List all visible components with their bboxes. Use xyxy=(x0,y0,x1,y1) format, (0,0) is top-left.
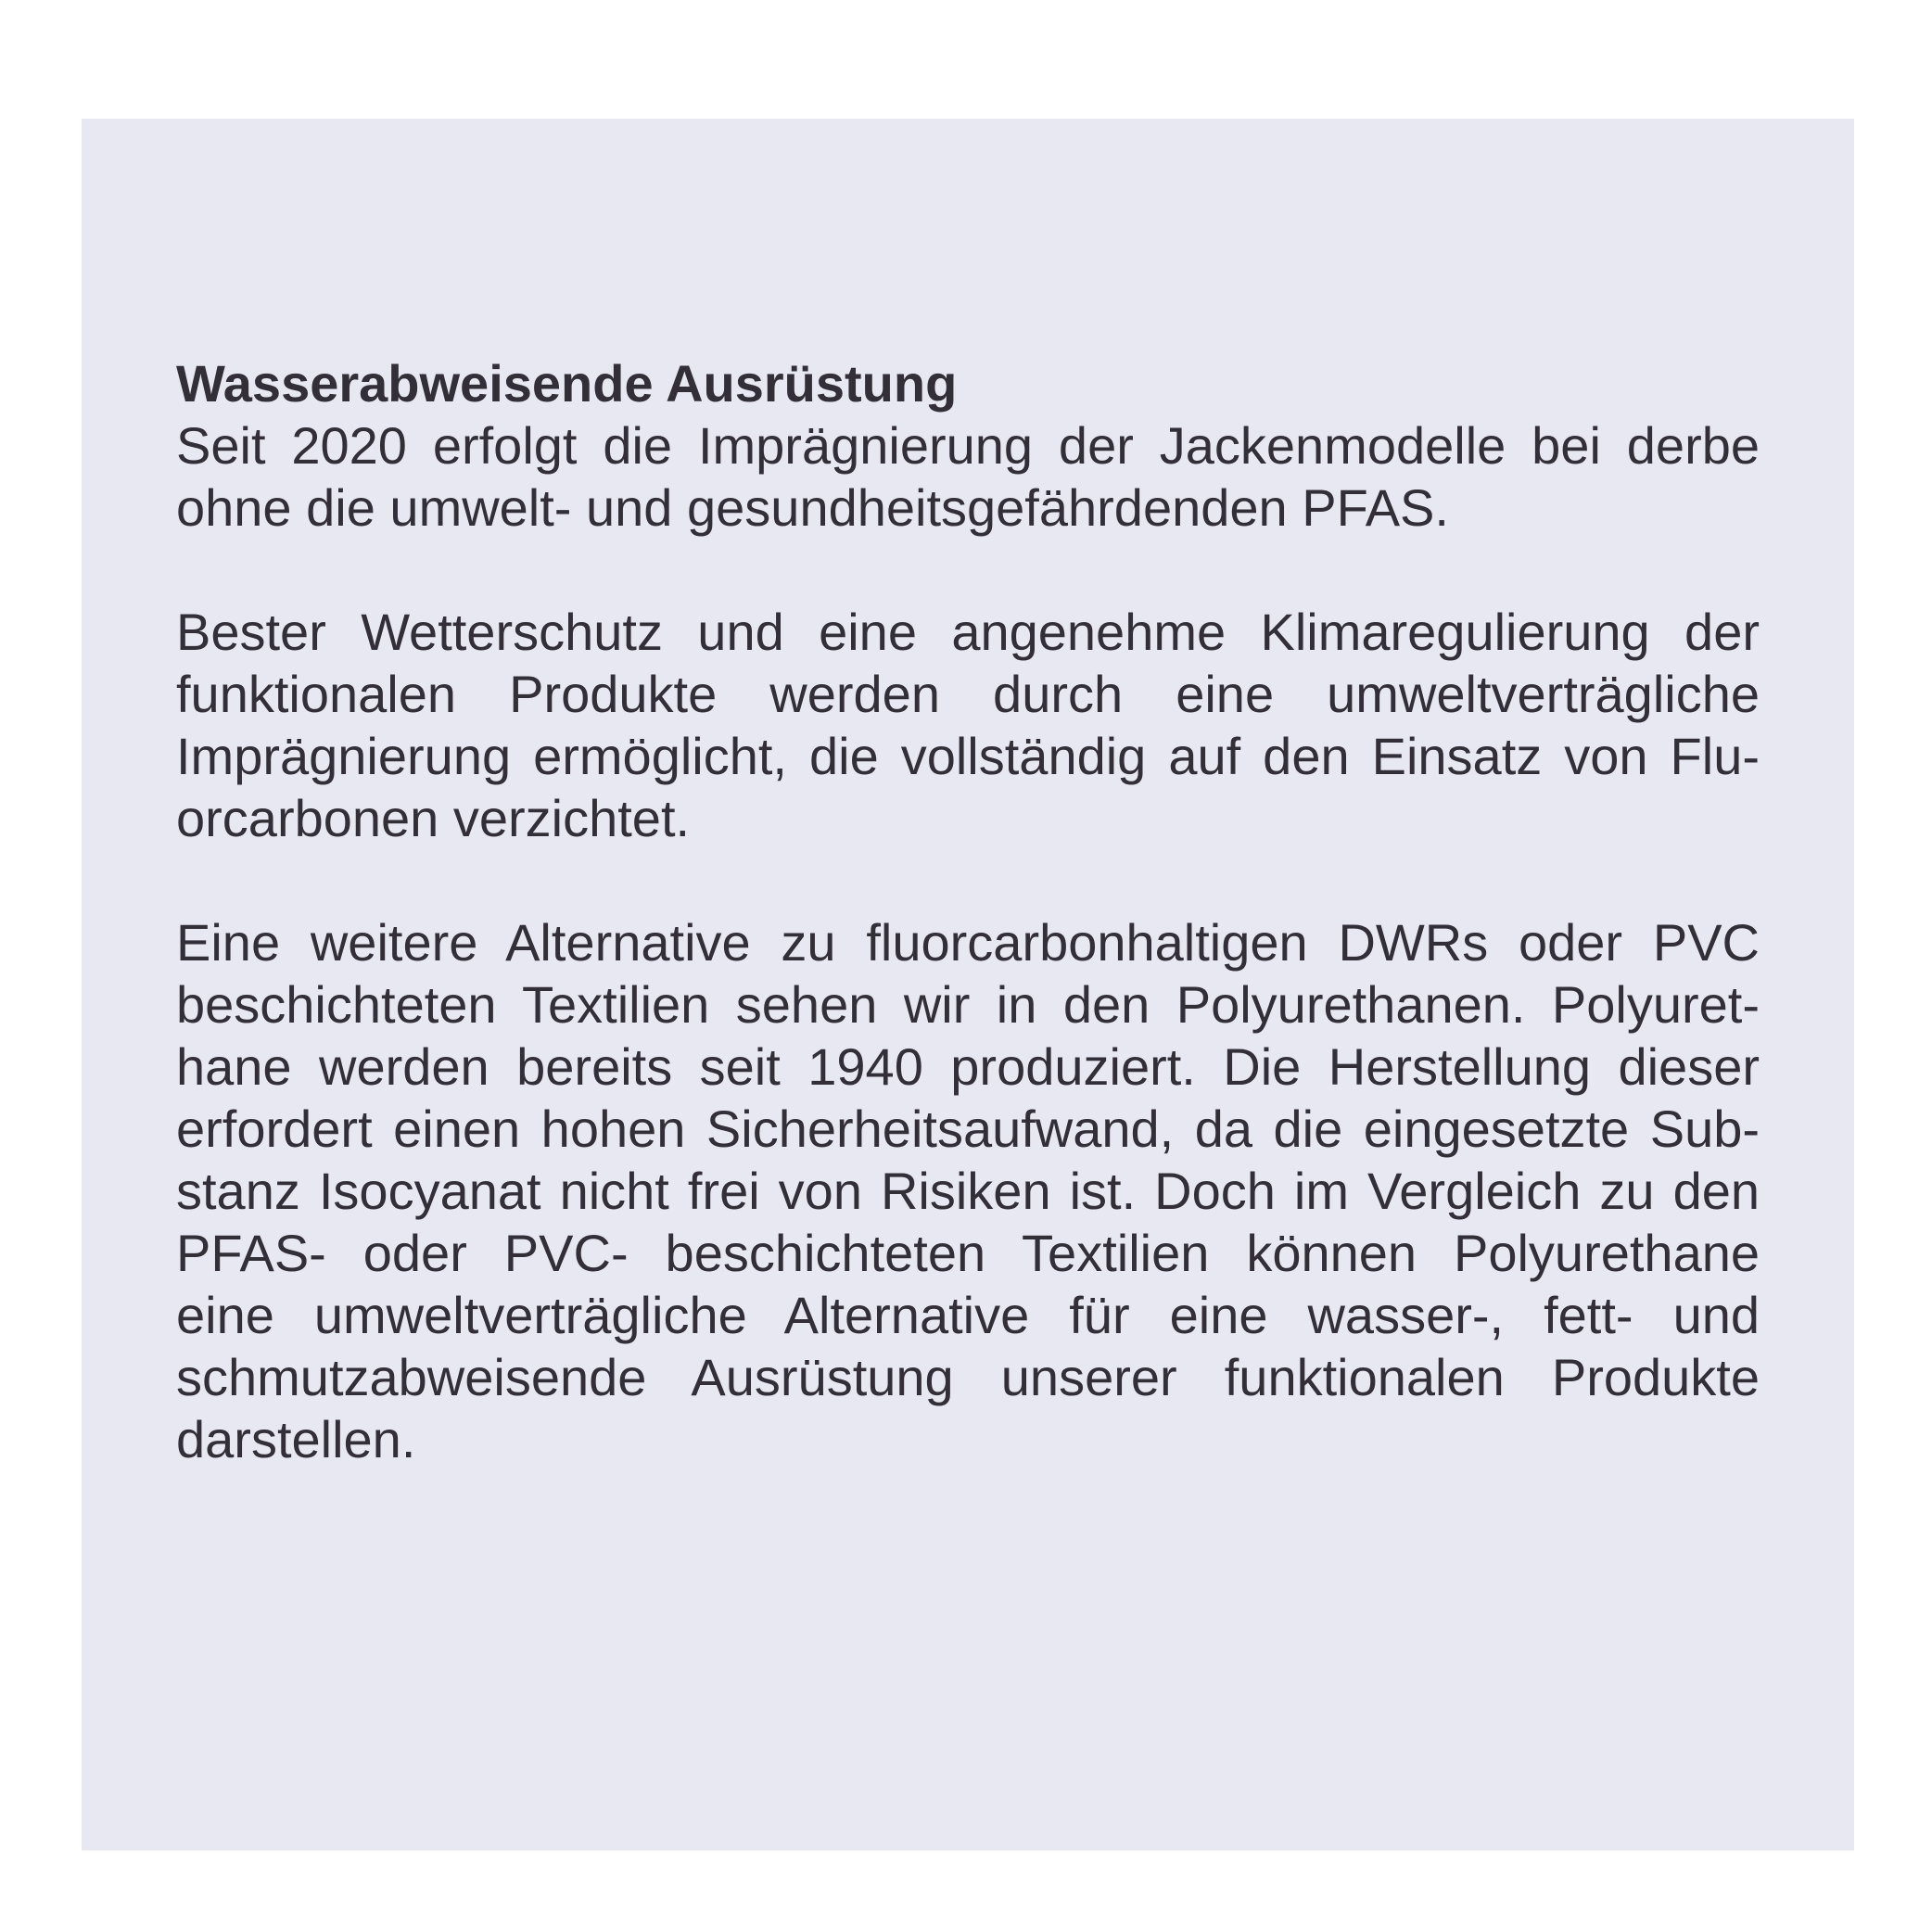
paragraph-line: hane werden bereits seit 1940 produziert. Die Herstellung dieser xyxy=(176,1037,1760,1096)
paragraph-line: eine umweltverträgliche Alternative für eine wasser-, fett- und xyxy=(176,1286,1760,1344)
paragraph-line: beschichteten Textilien sehen wir in den Polyurethanen. Polyuret- xyxy=(176,975,1760,1034)
paragraph-line: Eine weitere Alternative zu fluorcarbonhaltigen DWRs oder PVC xyxy=(176,913,1760,972)
paragraph-2 xyxy=(176,601,1760,849)
paragraph-line: ohne die umwelt- und gesundheitsgefährdenden PFAS. xyxy=(176,478,1449,537)
paragraph-line: Seit 2020 erfolgt die Imprägnierung der Jackenmodelle bei derbe xyxy=(176,416,1760,475)
paragraph-line: funktionalen Produkte werden durch eine umweltverträgliche xyxy=(176,665,1760,723)
paragraph-line: schmutzabweisende Ausrüstung unserer funktionalen Produkte xyxy=(176,1348,1760,1406)
paragraph-line: Bester Wetterschutz und eine angenehme Klimaregulierung der xyxy=(176,603,1760,661)
paragraph-line: erfordert einen hohen Sicherheitsaufwand, da die eingesetzte Sub- xyxy=(176,1099,1760,1158)
paragraph-line: PFAS- oder PVC- beschichteten Textilien können Polyurethane xyxy=(176,1224,1760,1282)
paragraph-line: orcarbonen verzichtet. xyxy=(176,789,691,847)
content-panel xyxy=(82,119,1854,1850)
article-body xyxy=(176,352,1760,1470)
paragraph-line: stanz Isocyanat nicht frei von Risiken ist. Doch im Vergleich zu den xyxy=(176,1162,1760,1220)
paragraph-line: darstellen. xyxy=(176,1410,416,1468)
paragraph-3 xyxy=(176,911,1760,1470)
paragraph-1 xyxy=(176,414,1760,539)
article-heading: Wasserabweisende Ausrüstung xyxy=(176,354,958,413)
paragraph-line: Imprägnierung ermöglicht, die vollständig auf den Einsatz von Flu- xyxy=(176,727,1760,785)
